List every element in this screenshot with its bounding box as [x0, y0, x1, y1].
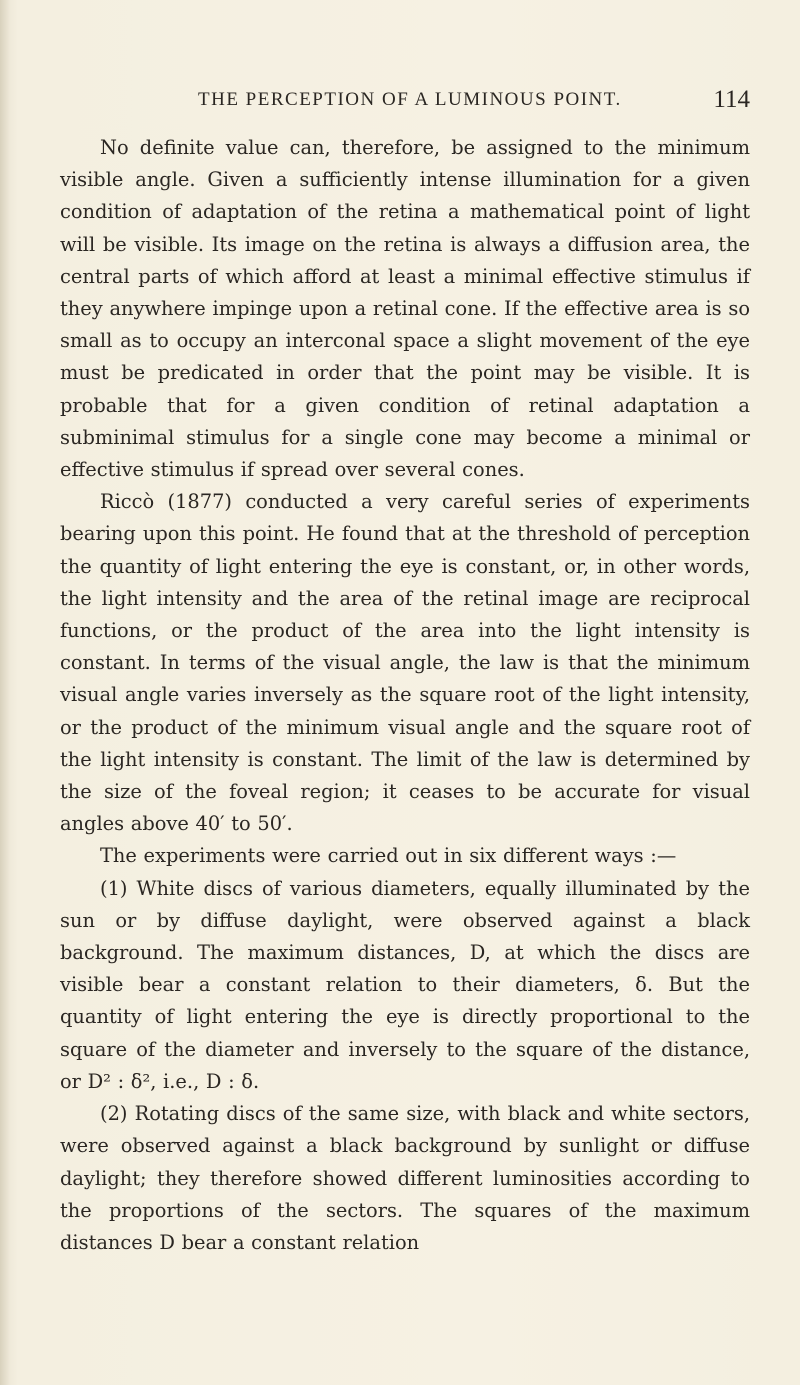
paragraph: The experiments were carried out in six different ways :—	[100, 844, 677, 868]
paragraph: (2) Rotating discs of the same size, with black and white sectors, were observed against a black background by sunlight or diffuse daylight; they therefore showed different luminosities according to the proportions of the sectors. The squares of the maximum distances D bear a constant relation	[60, 1102, 750, 1254]
body-text	[60, 132, 750, 1259]
paragraph: Riccò (1877) conducted a very careful series of experiments bearing upon this point. He found that at the threshold of perception the quantity of light entering the eye is constant, or, in other words, the light intensity and the area of the retinal image are reciprocal functions, or the product of the area into the light intensity is constant. In terms of the visual angle, the law is that the minimum visual angle varies inversely as the square root of the light intensity, or the product of the minimum visual angle and the square root of the light intensity is constant. The limit of the law is determined by the size of the foveal region; it ceases to be accurate for visual angles above 40′ to 50′.	[60, 490, 750, 836]
paragraph: No definite value can, therefore, be assigned to the minimum visible angle. Given a sufficiently intense illumination for a given condition of adaptation of the retina a mathematical point of light will be visible. Its image on the retina is always a diffusion area, the central parts of which afford at least a minimal effective stimulus if they anywhere impinge upon a retinal cone. If the effective area is so small as to occupy an interconal space a slight movement of the eye must be predicated in order that the point may be visible. It is probable that for a given condition of retinal adaptation a subminimal stimulus for a single cone may become a minimal or effective stimulus if spread over several cones.	[60, 136, 750, 482]
page-header	[60, 88, 750, 122]
paragraph: (1) White discs of various diameters, equally illuminated by the sun or by diffuse daylight, were observed against a black background. The maximum distances, D, at which the discs are visible bear a constant relation to their diameters, δ. But the quantity of light entering the eye is directly proportional to the square of the diameter and inversely to the square of the distance, or D² : δ², i.e., D : δ.	[60, 876, 750, 1093]
page-gutter-edge	[0, 0, 10, 1385]
page-number: 114	[713, 86, 750, 113]
running-title: THE PERCEPTION OF A LUMINOUS POINT.	[198, 89, 622, 110]
